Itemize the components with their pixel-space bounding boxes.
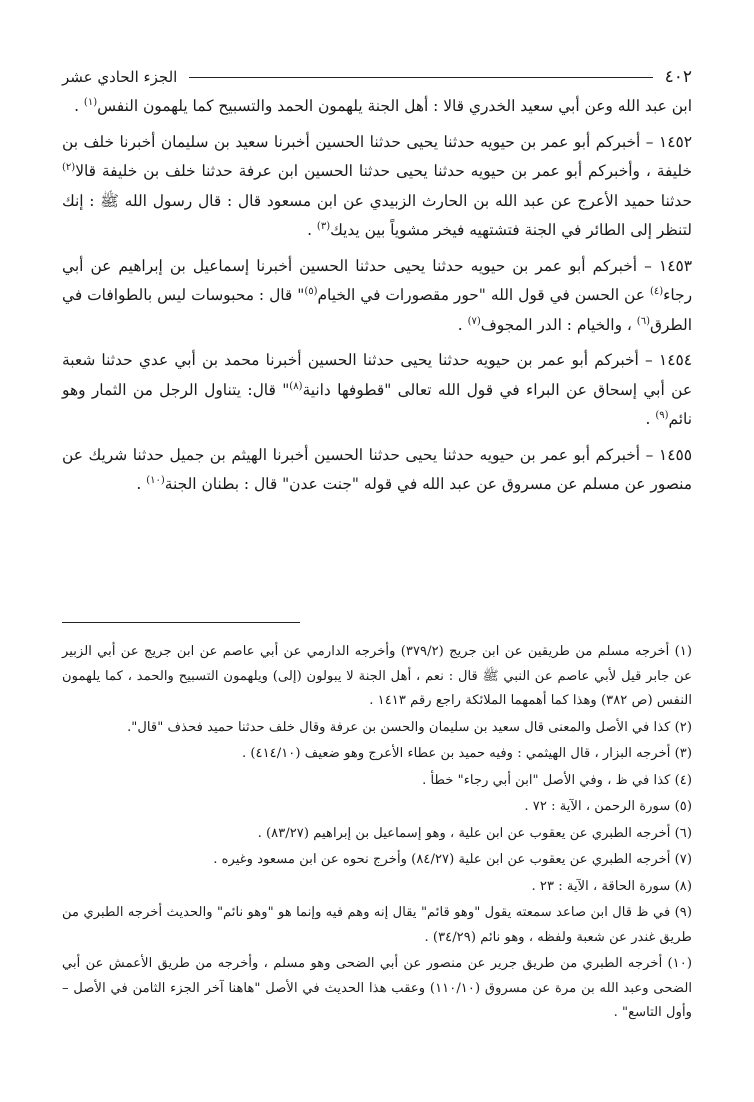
hadith-text: ١٤٥٢ – أخبركم أبو عمر بن حيويه حدثنا يحيى حدثنا الحسين أخبرنا سعيد بن سليمان أخبرنا خلف بن خليفة ، وأخبركم أبو عمر بن حيويه حدثنا يحيى حدثنا الحسين ابن عرفة حدثنا خلف بن خليفة قالا — [62, 132, 692, 180]
hadith-text: عن الحسن في قول الله "حور مقصورات في الخيام — [317, 286, 650, 304]
footnote: (٨) سورة الحاقة ، الآية : ٢٣ . — [531, 878, 692, 894]
paragraph-text: ابن عبد الله وعن أبي سعيد الخدري قالا : أهل الجنة يلهمون الحمد والتسبيح كما يلهمون النفس — [97, 97, 692, 115]
running-title: الجزء الحادي عشر — [62, 68, 178, 86]
hadith-end: . — [645, 410, 656, 428]
footnote-ref-8: (٨) — [289, 380, 303, 392]
paragraph-intro — [62, 92, 692, 122]
hadith-text: ، والخيام : الدر المجوف — [480, 315, 637, 334]
main-text — [62, 92, 692, 506]
footnote: (١) أخرجه مسلم من طريقين عن ابن جريج (٣٧٩/٢) وأخرجه الدارمي عن أبي عاصم عن ابن جريج عن أبي الزبير عن جابر قيل لأبي عاصم عن النبي ﷺ قال : نعم ، أهل الجنة لا يبولون (إلى) ويلهمون التسبيح والحمد ، كما يلهمون النفس (ص ٣٨٢) وهذا كما أهمهما الملائكة راجع رقم ١٤١٣ . — [62, 644, 692, 708]
footnote-ref-7: (٧) — [467, 315, 481, 327]
page-number: ٤٠٢ — [664, 67, 692, 87]
hadith-text: ١٤٥٥ – أخبركم أبو عمر بن حيويه حدثنا يحيى حدثنا الحسين أخبرنا الهيثم بن جميل حدثنا شريك عن منصور عن مسلم عن مسروق عن عبد الله في قوله "جنت عدن" قال : بطنان الجنة — [62, 445, 692, 493]
footnote-ref-4: (٤) — [649, 285, 664, 297]
footnote: (٤) كذا في ظ ، وفي الأصل "ابن أبي رجاء" خطأ . — [422, 772, 692, 788]
page-header — [62, 64, 692, 90]
footnote-ref-10: (١٠) — [146, 474, 165, 486]
paragraph-end: . — [74, 97, 84, 115]
footnote: (٣) أخرجه البزار ، قال الهيثمي : وفيه حميد بن عطاء الأعرج وهو ضعيف (٤١٤/١٠) . — [241, 746, 692, 761]
footnote-ref-3: (٣) — [316, 220, 331, 232]
hadith-text: " قال: يتناول الرجل من الثمار وهو نائم — [62, 380, 692, 428]
footnote: (٧) أخرجه الطبري عن يعقوب عن ابن علية (٨٤/٢٧) وأخرج نحوه عن ابن مسعود وغيره . — [213, 852, 692, 867]
hadith-text: حدثنا حميد الأعرج عن عبد الله بن الحارث الزبيدي عن ابن مسعود قال : قال رسول الله ﷺ : إنك لتنظر إلى الطائر في الجنة فتشتهيه فيخر مشوياً بين يديك — [62, 191, 692, 239]
footnote-ref-2: (٢) — [62, 161, 76, 173]
hadith-text: ١٤٥٤ – أخبركم أبو عمر بن حيويه حدثنا يحيى حدثنا الحسين أخبرنا محمد بن أبي عدي حدثنا شعبة عن أبي إسحاق عن البراء في قول الله تعالى "قطوفها دانية — [62, 351, 693, 399]
footnote: (٢) كذا في الأصل والمعنى قال سعيد بن سليمان والحسن بن عرفة وقال خلف حدثنا حميد فحذف "قال". — [127, 719, 692, 735]
hadith-1455 — [62, 441, 692, 500]
footnote-divider — [62, 622, 300, 623]
footnote: (٩) في ظ قال ابن صاعد سمعته يقول "وهو قائم" يقال إنه وهم فيه وإنما هو "وهو نائم" والحديث أخرجه الطبري من طريق غندر عن شعبة ولفظه ، وهو نائم (٣٤/٢٩) . — [62, 905, 692, 945]
hadith-end: . — [457, 315, 468, 334]
hadith-text: ١٤٥٣ – أخبركم أبو عمر بن حيويه حدثنا يحيى حدثنا الحسين أخبرنا إسماعيل بن إبراهيم عن أبي رجاء — [62, 256, 692, 304]
footnote-ref-6: (٦) — [636, 315, 650, 327]
footnote: (١٠) أخرجه الطبري من طريق جرير عن منصور عن أبي الضحى وهو مسلم ، وأخرجه من طريق الأعمش عن أبي الضحى وعبد الله بن مرة عن مسروق (١١٠/١٠) وعقب هذا الحديث في الأصل "هاهنا آخر الجزء الثامن في الأصل – وأول التاسع" . — [62, 956, 692, 1020]
header-rule — [189, 77, 652, 78]
hadith-end: . — [307, 221, 317, 239]
footnote-ref-5: (٥) — [304, 285, 318, 297]
hadith-end: . — [136, 475, 147, 493]
footnote-ref-1: (١) — [83, 96, 98, 108]
hadith-1454 — [62, 346, 692, 435]
footnotes — [62, 640, 692, 1028]
hadith-1452 — [62, 128, 692, 246]
hadith-1453 — [62, 252, 692, 341]
footnote: (٦) أخرجه الطبري عن يعقوب عن ابن علية ، وهو إسماعيل بن إبراهيم (٨٣/٢٧) . — [257, 825, 692, 841]
footnote: (٥) سورة الرحمن ، الآية : ٧٢ . — [524, 799, 692, 814]
hadith-text: " قال : محبوسات ليس بالطوافات في الطرق — [62, 286, 692, 334]
footnote-ref-9: (٩) — [655, 409, 669, 421]
